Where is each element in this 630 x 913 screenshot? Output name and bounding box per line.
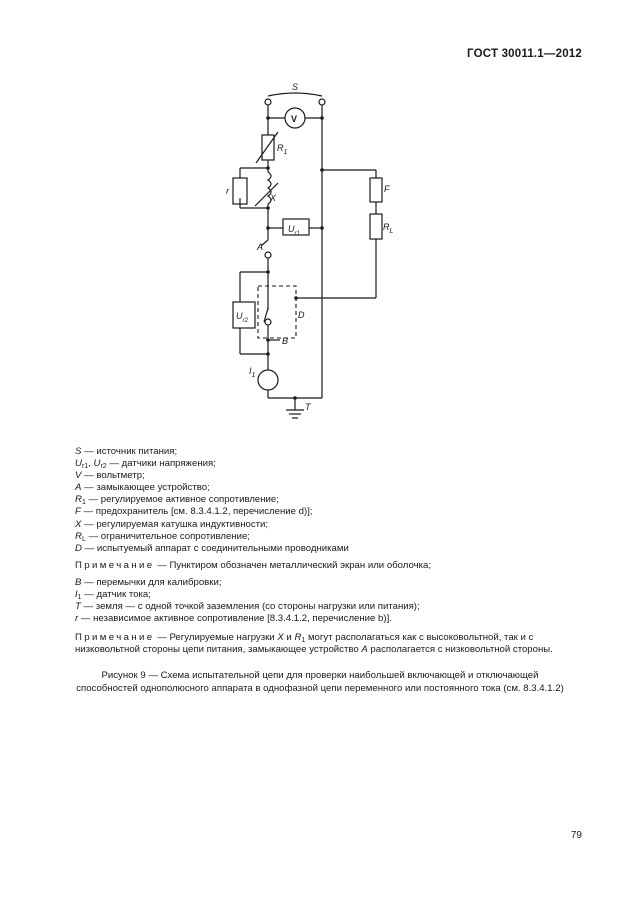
page-number: 79 (570, 830, 582, 841)
label-rl-main: R (383, 222, 390, 232)
label-i1-sub: 1 (251, 372, 256, 379)
legend-item: S — источник питания; (75, 446, 178, 457)
terminal-left (265, 99, 271, 105)
label-ur2 (236, 311, 248, 324)
legend-item: $U_{r1}$, $U_{r2}$ — датчики напряжения; (75, 458, 216, 471)
legend-item: $R_L$ — ограничительное сопротивление; (75, 530, 250, 543)
label-i1 (249, 366, 256, 379)
label-ur1-sub: r1 (294, 231, 300, 237)
label-r1-sub: 1 (283, 149, 288, 156)
device-contact (265, 319, 271, 325)
legend-item: $I_1$ — датчик тока; (75, 589, 151, 602)
figure-caption (40, 670, 600, 695)
caption-line-2: способностей однополюсного аппарата в однофазной цепи переменного или постоянного тока (см. 8.3.4.1.2) (76, 682, 564, 694)
label-rl (383, 222, 394, 235)
legend-item: $R_1$ — регулируемое активное сопротивление; (75, 494, 279, 507)
label-v: V (291, 114, 298, 124)
label-ur2-sub: r2 (242, 318, 248, 324)
label-x: X (270, 193, 277, 203)
label-b: B (282, 336, 289, 346)
shield-dashed (258, 286, 296, 338)
legend-item: X — регулируемая катушка индуктивности; (75, 518, 269, 530)
rl-resistor (370, 214, 382, 239)
legend-item: D — испытуемый аппарат с соединительными проводниками (75, 542, 349, 554)
switch-a-contact (265, 252, 271, 258)
source-bracket (268, 93, 322, 96)
label-d: D (298, 310, 305, 320)
r1-resistor (262, 135, 274, 160)
label-ur2-main: U (236, 311, 243, 321)
symbol-legend (75, 446, 595, 555)
label-s: S (292, 82, 299, 92)
symbol-legend-continued (75, 577, 420, 625)
label-rl-sub: L (389, 228, 394, 235)
legend-item: r — независимое активное сопротивление [8.3.4.1.2, перечисление b)]. (75, 613, 392, 625)
legend-item: B — перемычки для калибровки; (75, 577, 222, 588)
standard-header: ГОСТ 30011.1—2012 (467, 48, 582, 60)
note-shield: Примечание — Пунктиром обозначен металлический экран или оболочка; (75, 560, 432, 571)
caption-line-1: Рисунок 9 — Схема испытательной цепи для проверки наибольшей включающей и отключающей (101, 670, 539, 681)
legend-item: T — земля — с одной точкой заземления (со стороны нагрузки или питания); (75, 601, 420, 613)
label-t: T (305, 402, 311, 412)
label-f: F (384, 184, 390, 194)
legend-item: F — предохранитель [см. 8.3.4.1.2, перечисление d)]; (75, 506, 313, 518)
label-a: A (257, 242, 264, 252)
label-r: r (226, 186, 229, 196)
legend-item: V — вольтметр; (75, 470, 145, 482)
legend-item: A — замыкающее устройство; (75, 482, 210, 494)
circuit-diagram (0, 0, 630, 440)
current-sensor-i1 (258, 370, 278, 390)
fuse-f (370, 178, 382, 202)
label-i1-main: I (249, 366, 252, 376)
terminal-right (319, 99, 325, 105)
note-loads: Примечание — Регулируемые нагрузки X и $R_1$ могут располагаться как с высоковольтной, так и с низковольтной стороны цепи питания, замыкающее устройство A располагается с низковольтной стороны. (75, 632, 553, 656)
label-ur1-main: U (288, 224, 295, 234)
label-r1 (277, 143, 288, 156)
label-r1-main: R (277, 143, 284, 153)
